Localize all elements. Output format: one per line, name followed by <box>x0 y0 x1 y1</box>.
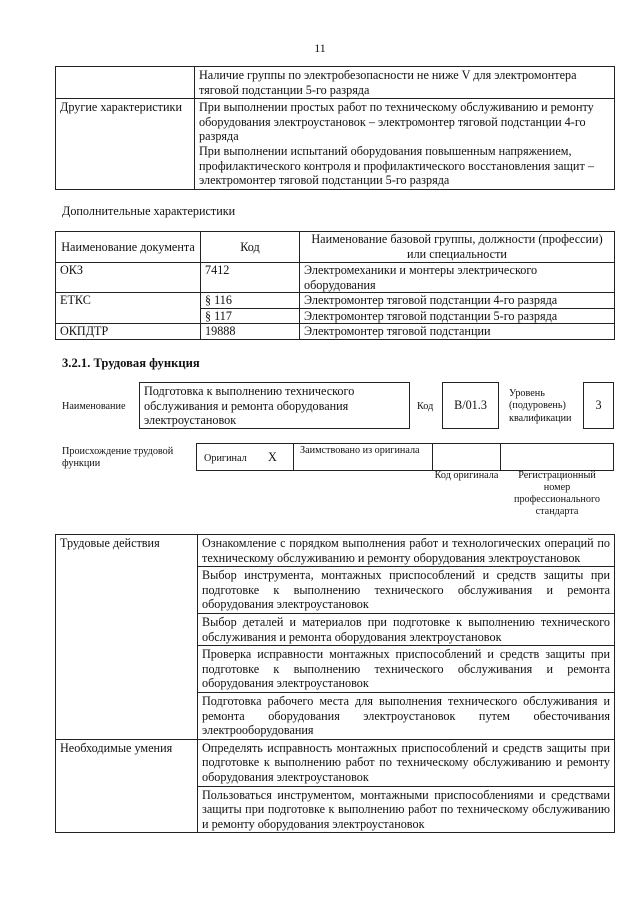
skill-item: Определять исправность монтажных приспособлений и средств защиты при подготовке к выполнению работ по техническому обслуживанию и ремонту оборудования электроустановок <box>202 740 610 784</box>
original-box <box>196 443 294 471</box>
original-label: Оригинал <box>204 453 247 464</box>
labor-action-item: Проверка исправности монтажных приспособлений и средств защиты при подготовке к выполнению технического обслуживания и ремонта оборудования электроустановок <box>198 645 614 692</box>
original-mark: X <box>268 450 277 464</box>
labor-action-item: Выбор деталей и материалов при подготовке к выполнению технического обслуживания и ремонта оборудования электроустановок <box>198 613 614 645</box>
header-code: Код <box>201 232 300 263</box>
level-box <box>583 382 614 429</box>
table-row <box>56 263 615 293</box>
code-box <box>442 382 499 429</box>
code-label: Код <box>417 401 434 412</box>
code-original-label: Код оригинала <box>434 470 499 481</box>
cell-name: Электромеханики и монтеры электрического оборудования <box>300 263 615 293</box>
row-label <box>56 67 195 99</box>
section-heading: 3.2.1. Трудовая функция <box>62 356 200 370</box>
function-name: Подготовка к выполнению технического обслуживания и ремонта оборудования электроустановок <box>144 384 355 428</box>
cell-code: § 116 <box>201 293 300 309</box>
reg-number-label: Регистрационный номер профессионального стандарта <box>514 470 600 517</box>
row-text: При выполнении испытаний оборудования повышенным напряжением, профилактического контроля и профилактического восстановления защит – электромонтер тяговой подстанции 5-го разряда <box>199 143 594 188</box>
skill-item: Пользоваться инструментом, монтажными приспособлениями и средствами защиты при подготовке к выполнению работ по техническому обслуживанию и ремонту оборудования электроустановок <box>198 786 614 833</box>
table-row <box>56 324 615 340</box>
additional-characteristics-title: Дополнительные характеристики <box>62 204 236 218</box>
additional-characteristics-table <box>55 231 615 340</box>
top-characteristics-table <box>55 66 615 190</box>
code-original-box <box>432 443 501 471</box>
table-header <box>56 232 615 263</box>
cell-name: Электромонтер тяговой подстанции <box>300 324 615 340</box>
origin-label: Происхождение трудовой функции <box>62 446 174 469</box>
borrowed-label: Заимствовано из оригинала <box>300 445 420 456</box>
cell-name: Электромонтер тяговой подстанции 4-го разряда <box>300 293 615 309</box>
table-row <box>56 535 615 740</box>
labor-action-item: Выбор инструмента, монтажных приспособлений и средств защиты при подготовке к выполнению технического обслуживания и ремонта оборудования электроустановок <box>198 566 614 613</box>
cell-doc: ЕТКС <box>56 293 201 324</box>
section-label: Необходимые умения <box>56 739 198 833</box>
table-row <box>56 293 615 309</box>
labor-action-item: Подготовка рабочего места для выполнения технического обслуживания и ремонта оборудования электроустановок путем обесточивания электрооборудования <box>198 692 614 739</box>
name-label: Наименование <box>62 401 126 412</box>
labor-functions-table <box>55 534 615 833</box>
table-row <box>56 739 615 833</box>
level-value: 3 <box>595 398 602 412</box>
cell-code: § 117 <box>201 308 300 324</box>
cell-code: 7412 <box>201 263 300 293</box>
page-number: 11 <box>314 41 326 55</box>
section-label: Трудовые действия <box>56 535 198 740</box>
row-text: При выполнении простых работ по техническому обслуживанию и ремонту оборудования электроустановок – электромонтер тяговой подстанции 4-го разряда <box>199 100 594 144</box>
labor-action-item: Ознакомление с порядком выполнения работ и технологических операций по техническому обслуживанию и ремонту оборудования электроустановок <box>202 536 610 565</box>
borrowed-box <box>293 443 433 471</box>
cell-doc: ОКПДТР <box>56 324 201 340</box>
row-text: Наличие группы по электробезопасности не ниже V для электромонтера тяговой подстанции 5-го разряда <box>199 68 577 97</box>
table-row <box>56 67 615 99</box>
function-name-box <box>139 382 410 429</box>
row-label: Другие характеристики <box>56 99 195 190</box>
level-label: Уровень (подуровень) квалификации <box>509 388 572 424</box>
header-document: Наименование документа <box>56 232 201 263</box>
header-group-name: Наименование базовой группы, должности (профессии) или специальности <box>300 232 615 263</box>
cell-doc: ОКЗ <box>56 263 201 293</box>
cell-code: 19888 <box>201 324 300 340</box>
cell-name: Электромонтер тяговой подстанции 5-го разряда <box>300 308 615 324</box>
reg-number-box <box>500 443 614 471</box>
function-code: B/01.3 <box>454 398 487 412</box>
table-row <box>56 99 615 190</box>
